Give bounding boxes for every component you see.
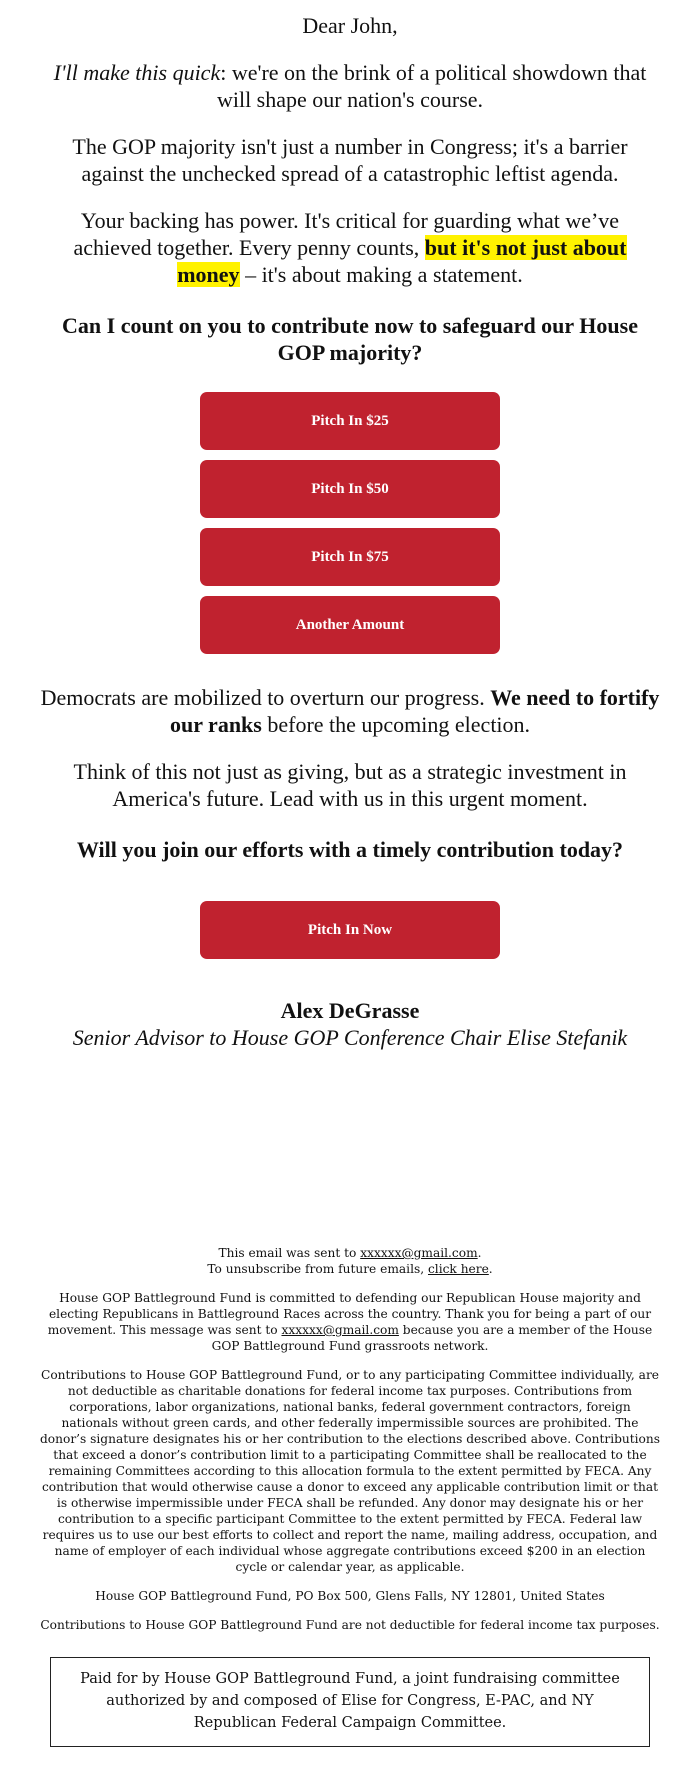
legal-disclaimer: Contributions to House GOP Battleground Fund, or to any participating Committee individually, are not deductible as charitable donations for federal income tax purposes. Contributions from corporations, labor organizations, national banks, federal government contractors, foreign nationals without green cards, and other federally impermissible sources are prohibited. The donor’s signature designates his or her contribution to the elections described above. Contributions that exceed a donor’s contribution limit to a participating Committee shall be reallocated to the remaining Committees according to this allocation formula to the extent permitted by FECA. Any contribution that would otherwise cause a donor to exceed any applicable contribution limit or that is otherwise impermissible under FECA shall be refunded. Any donor may designate his or her contribution to a specific participant Committee to the extent permitted by FECA. Federal law requires us to use our best efforts to collect and report the name, mailing address, occupation, and name of employer of each individual whose aggregate contributions exceed $200 in an election cycle or calendar year, as applicable. (40, 1368, 661, 1574)
signature-title: Senior Advisor to House GOP Conference Chair Elise Stefanik (72, 1025, 628, 1050)
another-amount-button[interactable]: Another Amount (200, 596, 500, 654)
mission-email-link[interactable]: xxxxxx@gmail.com (281, 1323, 399, 1337)
ask-heading-2: Will you join our efforts with a timely contribution today? (76, 837, 624, 862)
sent-to-line (40, 1245, 660, 1261)
sent-to-prefix: This email was sent to (218, 1246, 361, 1260)
unsubscribe-prefix: To unsubscribe from future emails, (207, 1262, 428, 1276)
paid-for-disclaimer: Paid for by House GOP Battleground Fund, a joint fundraising committee authorized by and composed of Elise for Congress, E-PAC, and NY Republican Federal Campaign Committee. (50, 1657, 650, 1747)
pitch-in-now-button[interactable]: Pitch In Now (200, 901, 500, 959)
pitch-in-75-button[interactable]: Pitch In $75 (200, 528, 500, 586)
highlighted-text: but it's not just about money (177, 235, 627, 287)
greeting: Dear John, (302, 13, 398, 38)
democrats-bold-text: We need to fortify our ranks (169, 685, 660, 737)
majority-paragraph: The GOP majority isn't just a number in Congress; it's a barrier against the unchecked spread of a catastrophic leftist agenda. (72, 134, 628, 186)
intro-italic: I'll make this quick (53, 60, 221, 85)
sent-to-suffix: . (477, 1246, 482, 1260)
pitch-in-25-button[interactable]: Pitch In $25 (200, 392, 500, 450)
mission-statement (40, 1290, 660, 1354)
mission-end: because you are a member of the House GOP Battleground Fund grassroots network. (211, 1323, 653, 1353)
recipient-email-link[interactable]: xxxxxx@gmail.com (360, 1246, 478, 1260)
unsubscribe-line (40, 1261, 660, 1277)
pitch-in-now-wrapper (40, 901, 660, 959)
intro-text: : we're on the brink of a political showdown that will shape our nation's course. (216, 60, 647, 112)
mission-start: House GOP Battleground Fund is committed to defending our Republican House majority and electing Republicans in Battleground Races across the country. Thank you for being a part of our movement. This message was sent to (47, 1291, 652, 1337)
backing-text-end: – it's about making a statement. (239, 262, 523, 287)
unsubscribe-suffix: . (488, 1262, 493, 1276)
donation-buttons (40, 392, 660, 664)
democrats-paragraph (40, 684, 660, 738)
backing-paragraph (40, 207, 660, 288)
email-body (40, 12, 660, 1747)
unsubscribe-link[interactable]: click here (427, 1262, 489, 1276)
democrats-text-start: Democrats are mobilized to overturn our progress. (40, 685, 491, 710)
democrats-text-end: before the upcoming election. (261, 712, 531, 737)
backing-text-start: Your backing has power. It's critical for guarding what we’ve achieved together. Every penny counts, (73, 208, 620, 260)
ask-heading-1: Can I count on you to contribute now to safeguard our House GOP majority? (62, 313, 638, 365)
mailing-address: House GOP Battleground Fund, PO Box 500, Glens Falls, NY 12801, United States (95, 1589, 605, 1603)
tax-note: Contributions to House GOP Battleground Fund are not deductible for federal income tax purposes. (40, 1618, 660, 1632)
intro-paragraph (40, 59, 660, 113)
pitch-in-50-button[interactable]: Pitch In $50 (200, 460, 500, 518)
investment-paragraph: Think of this not just as giving, but as a strategic investment in America's future. Lead with us in this urgent moment. (73, 759, 627, 811)
footer (40, 1245, 660, 1633)
signature-name: Alex DeGrasse (280, 998, 420, 1023)
